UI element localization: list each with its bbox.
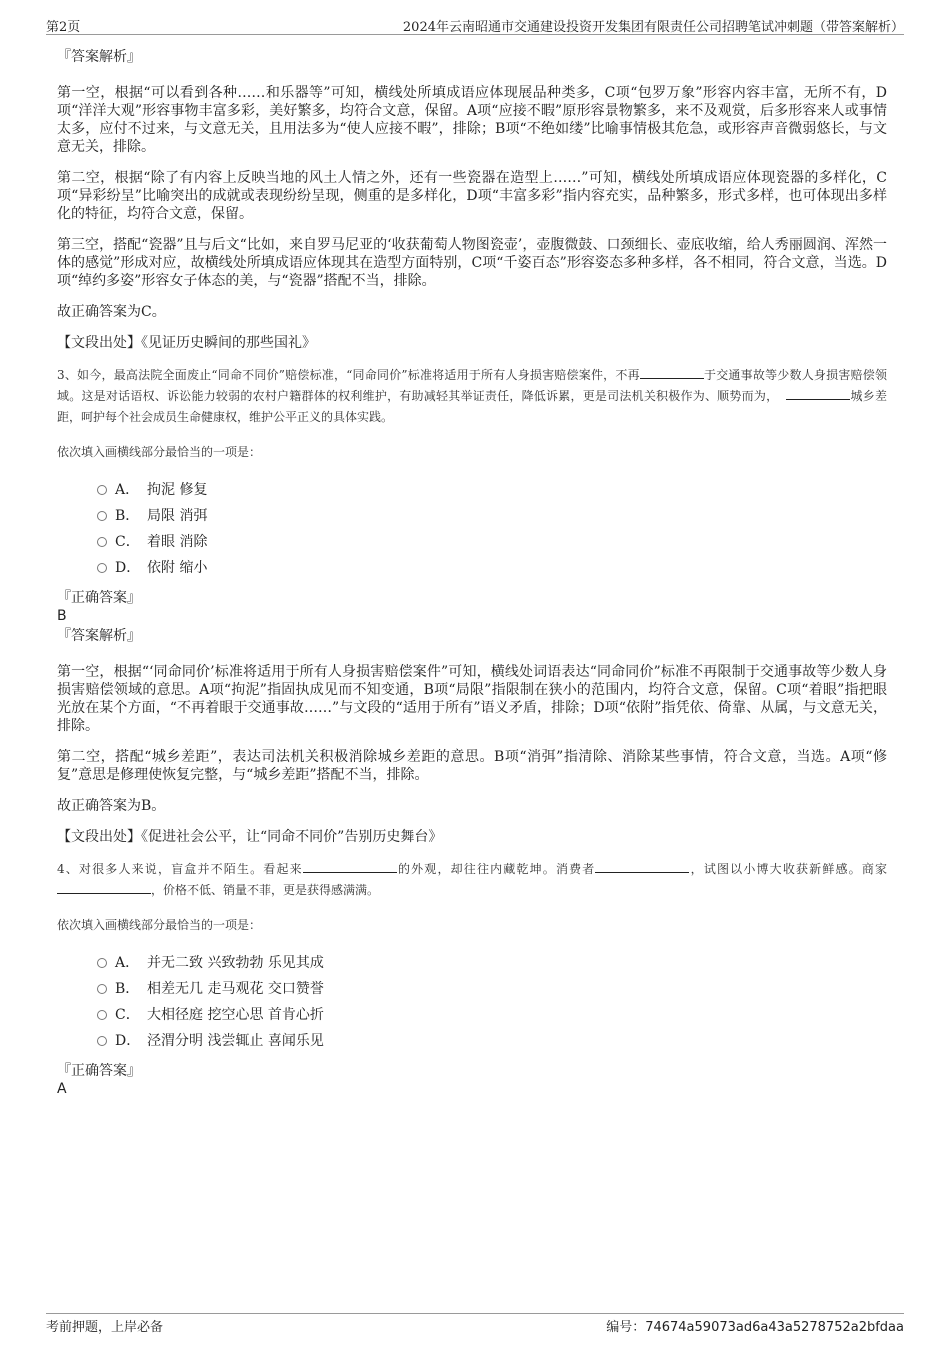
q4-options	[57, 950, 887, 1054]
radio-icon[interactable]	[97, 537, 107, 547]
radio-icon[interactable]	[97, 485, 107, 495]
q3-option-c[interactable]: C． 着眼 消除	[57, 529, 887, 555]
q4-option-b[interactable]: B． 相差无几 走马观花 交口赞誉	[57, 976, 887, 1002]
q4-stem-part-2: 的外观，却往往内藏乾坤。消费者	[396, 862, 596, 876]
q3-option-b[interactable]: B． 局限 消弭	[57, 503, 887, 529]
q2-analysis-paragraph-1: 第一空，根据“可以看到各种……和乐器等”可知，横线处所填成语应体现展品种类多，C项“包罗万象”形容内容丰富，无所不有，D项“洋洋大观”形容事物丰富多彩，美好繁多，均符合文意，保留。A项“应接不暇”原形容景物繁多，来不及观赏，后多形容来人或事情太多，应付不过来，与文意无关，且用法多为“使人应接不暇”，排除；B项“不绝如缕”比喻事情极其危急，或形容声音微弱悠长，与文意无关，排除。	[57, 85, 887, 155]
q3-analysis-label: 『答案解析』	[57, 628, 141, 644]
radio-icon[interactable]	[97, 984, 107, 994]
q3-stem-part-1: 3、如今，最高法院全面废止“同命不同价”赔偿标准，“同命同价”标准将适用于所有人身损害赔偿案件，不再	[57, 368, 640, 382]
q4-option-c[interactable]: C． 大相径庭 挖空心思 首肯心折	[57, 1002, 887, 1028]
footer-code-value: 74674a59073ad6a43a5278752a2bfdaa	[645, 1320, 904, 1335]
page-number: 第2页	[46, 20, 81, 35]
footer-slogan: 考前押题，上岸必备	[46, 1320, 164, 1335]
radio-icon[interactable]	[97, 1010, 107, 1020]
main-content	[57, 44, 887, 1098]
q3-analysis-paragraph-1: 第一空，根据“‘同命同价’标准将适用于所有人身损害赔偿案件”可知，横线处词语表达“同命同价”标准不再限制于交通事故等少数人身损害赔偿领域的意思。A项“拘泥”指固执成见而不知变通，B项“局限”指限制在狭小的范围内，均符合文意，保留。C项“着眼”指把眼光放在某个方面，“不再着眼于交通事故……”与文段的“适用于所有”语义矛盾，排除；D项“依附”指凭依、倚靠、从属，与文意无关，排除。	[57, 664, 887, 734]
q2-conclusion: 故正确答案为C。	[57, 304, 166, 320]
q4-option-d[interactable]: D． 泾渭分明 浅尝辄止 喜闻乐见	[57, 1028, 887, 1054]
q3-stem	[57, 365, 887, 428]
q3-conclusion: 故正确答案为B。	[57, 798, 166, 814]
q3-option-a[interactable]: A． 拘泥 修复	[57, 477, 887, 503]
q2-analysis-paragraph-3: 第三空，搭配“瓷器”且与后文“比如，来自罗马尼亚的‘收获葡萄人物图瓷壶’，壶腹微鼓、口颈细长、壶底收缩，给人秀丽圆润、浑然一体的感觉”形成对应，故横线处所填成语应体现其在造型方面特别，C项“千姿百态”形容姿态多种多样，各不相同，符合文意，当选。D项“绰约多姿”形容女子体态的美，与“瓷器”搭配不当，排除。	[57, 237, 887, 289]
q3-option-d[interactable]: D． 依附 缩小	[57, 555, 887, 581]
q3-stem-part-3: 城乡差距，呵护每个社会成员生命健康权，维护公平正义的具体实践。	[57, 389, 887, 424]
q4-option-a[interactable]: A． 并无二致 兴致勃勃 乐见其成	[57, 950, 887, 976]
q4-stem-part-1: 4、对很多人来说，盲盒并不陌生。看起来	[57, 862, 303, 876]
q4-stem-part-4: ，价格不低、销量不菲，更是获得感满满。	[151, 883, 380, 897]
q4-blank-1	[303, 859, 397, 873]
q3-stem-part-2: 于交通事故等少数人身损害赔偿领域。这是对话语权、诉讼能力较弱的农村户籍群体的权利维护，有助减轻其举证责任，降低诉累，更是司法机关积极作为、顺势而为，	[57, 368, 887, 403]
footer-code-label: 编号：	[606, 1320, 646, 1335]
radio-icon[interactable]	[97, 958, 107, 968]
footer-code	[606, 1316, 904, 1335]
radio-icon[interactable]	[97, 1036, 107, 1046]
q3-analysis-paragraph-2: 第二空，搭配“城乡差距”，表达司法机关积极消除城乡差距的意思。B项“消弭”指清除、消除某些事情，符合文意，当选。A项“修复”意思是修理使恢复完整，与“城乡差距”搭配不当，排除。	[57, 749, 887, 783]
q3-blank-1	[640, 365, 704, 379]
q4-blank-2	[595, 859, 689, 873]
q4-answer-label: 『正确答案』	[57, 1063, 141, 1079]
q3-blank-2	[786, 386, 850, 400]
q4-answer: A	[57, 1081, 67, 1097]
page-header	[46, 14, 904, 35]
q4-stem	[57, 859, 887, 901]
q3-answer: B	[57, 608, 67, 624]
q4-stem-part-3: ，试图以小博大收获新鲜感。商家	[689, 862, 887, 876]
q3-prompt: 依次填入画横线部分最恰当的一项是：	[57, 445, 262, 459]
document-title: 2024年云南昭通市交通建设投资开发集团有限责任公司招聘笔试冲刺题（带答案解析）	[402, 20, 904, 35]
radio-icon[interactable]	[97, 563, 107, 573]
q2-source: 【文段出处】《见证历史瞬间的那些国礼》	[57, 335, 316, 351]
q3-answer-label: 『正确答案』	[57, 590, 141, 606]
q4-prompt: 依次填入画横线部分最恰当的一项是：	[57, 918, 262, 932]
radio-icon[interactable]	[97, 511, 107, 521]
q2-analysis-paragraph-2: 第二空，根据“除了有内容上反映当地的风土人情之外，还有一些瓷器在造型上……”可知，横线处所填成语应体现瓷器的多样化，C项“异彩纷呈”比喻突出的成就或表现纷纷呈现，侧重的是多样化，D项“丰富多彩”指内容充实，品种繁多，形式多样，也可体现出多样化的特征，均符合文意，保留。	[57, 170, 887, 222]
q3-options	[57, 477, 887, 581]
q4-blank-3	[57, 880, 151, 894]
q2-analysis-label: 『答案解析』	[57, 49, 141, 65]
page-footer	[46, 1313, 904, 1335]
q3-source: 【文段出处】《促进社会公平，让“同命不同价”告别历史舞台》	[57, 829, 443, 845]
